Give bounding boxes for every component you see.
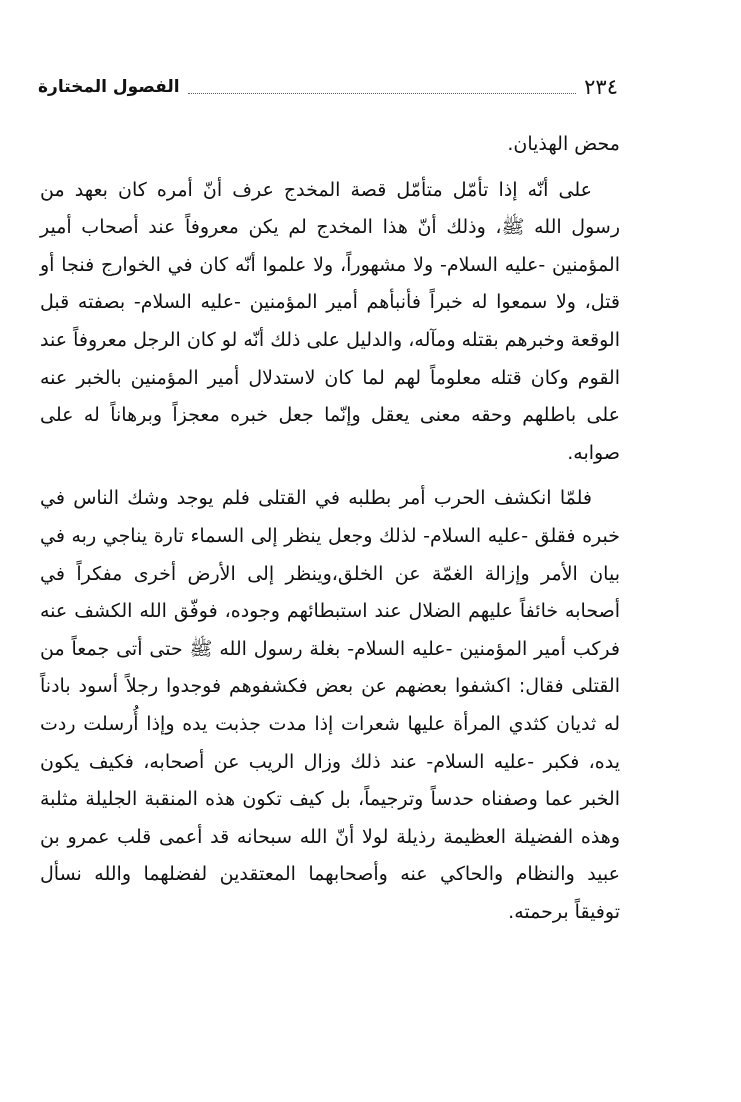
page-number: ٢٣٤ bbox=[584, 75, 618, 99]
paragraph-1: محض الهذيان. bbox=[507, 133, 620, 155]
body-text bbox=[40, 126, 620, 931]
running-header bbox=[38, 68, 618, 102]
header-dotted-leader bbox=[188, 92, 577, 94]
paragraph-2: على أنّه إذا تأمّل متأمّل قصة المخدج عرف أنّ أمره كان بعهد من رسول الله ﷺ، وذلك أنّ هذا المخدج لم يكن معروفاً عند أصحاب أمير المؤمنين -عليه السلام- ولا مشهوراً، ولا علموا أنّه كان في الخوارج فنجا أو قتل، ولا سمعوا له خبراً فأنبأهم أمير المؤمنين -عليه السلام- بصفته قبل الوقعة وخبرهم بقتله ومآله، والدليل على ذلك أنّه لو كان الرجل معروفاً عند القوم وكان قتله معلوماً لهم لما كان لاستدلال أمير المؤمنين بالخبر عنه على باطلهم وحقه معنى يعقل وإنّما جعل خبره معجزاً وبرهاناً له على صوابه. bbox=[40, 178, 620, 464]
paragraph-3: فلمّا انكشف الحرب أمر بطلبه في القتلى فلم يوجد وشك الناس في خبره فقلق -عليه السلام- لذلك وجعل ينظر إلى السماء تارة يناجي ربه في بيان الأمر وإزالة الغمّة عن الخلق،وينظر إلى الأرض أخرى مفكراً في أصحابه خائفاً عليهم الضلال عند استبطائهم وجوده، فوفّق الله الكشف عنه فركب أمير المؤمنين -عليه السلام- بغلة رسول الله ﷺ حتى أتى جمعاً من القتلى فقال: اكشفوا بعضهم عن بعض فكشفوهم فوجدوا رجلاً أسود بادناً له ثديان كثدي المرأة عليها شعرات إذا مدت جذبت يده وإذا أُرسلت ردت يده، فكبر -عليه السلام- عند ذلك وزال الريب عن أصحابه، فكيف يكون الخبر عما وصفناه حدساً وترجيماً، بل كيف تكون هذه المنقبة الجليلة مثلبة وهذه الفضيلة العظيمة رذيلة لولا أنّ الله سبحانه قد أعمى قلب عمرو بن عبيد والنظام والحاكي عنه وأصحابهما المعتقدين لفضلهما والله نسأل توفيقاً برحمته. bbox=[40, 487, 620, 923]
chapter-title: الفصول المختارة bbox=[38, 77, 180, 97]
